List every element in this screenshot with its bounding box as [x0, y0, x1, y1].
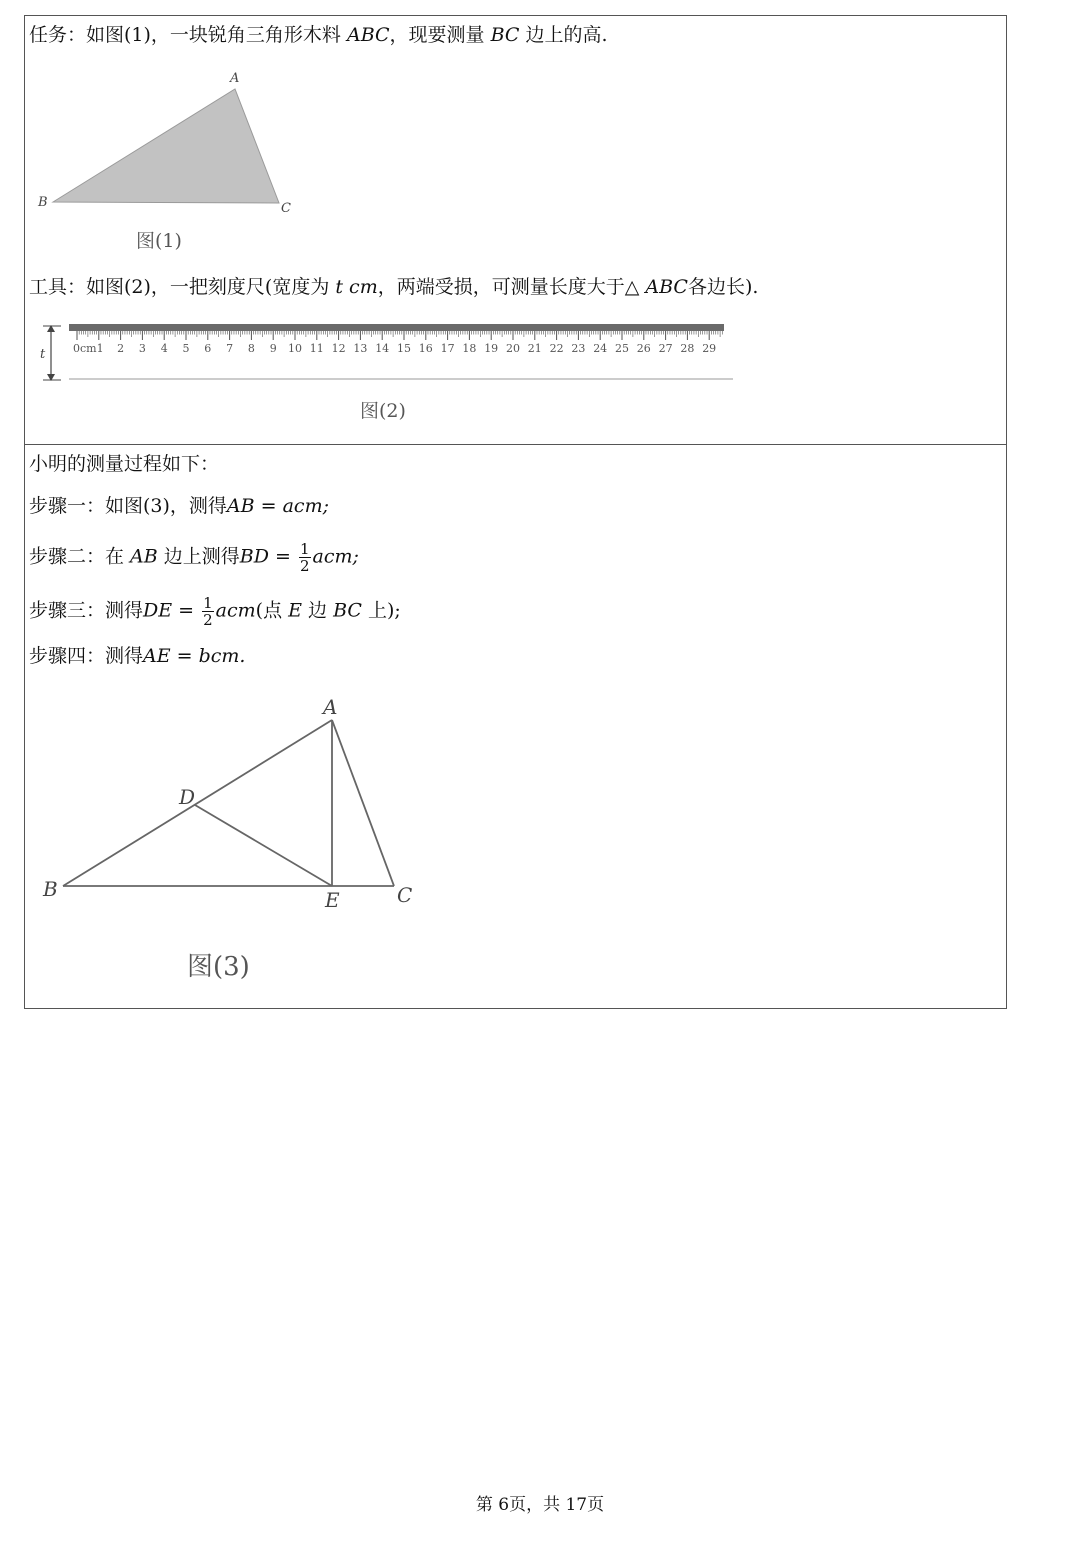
ruler-tick-label: 10: [288, 342, 302, 355]
step-3: 步骤三：测得DE = $\frac{1}{2}$ acm(点 E 边 BC 上);: [29, 594, 401, 629]
ruler-tick-label: 17: [440, 342, 455, 355]
figure-2-ruler: [25, 316, 745, 431]
segment-de: [195, 805, 332, 886]
step-2: 步骤二：在 AB 边上测得BD = $\frac{1}{2}$ acm;: [29, 540, 359, 575]
vertex-a-label: A: [230, 71, 240, 86]
ruler-tick-label: 11: [309, 342, 324, 355]
ruler-tick-label: 21: [527, 342, 542, 355]
ruler-tick-label: 29: [702, 342, 717, 355]
ruler-tick-label: 4: [160, 342, 168, 355]
ruler-tick-label: 20: [506, 342, 520, 355]
ruler-tick-marks: [77, 331, 722, 340]
fraction-half: $\frac{1}{2}$: [203, 594, 213, 629]
triangle-abc: [53, 89, 279, 203]
ruler-tick-label: 26: [636, 342, 651, 355]
figure-3: [25, 685, 445, 995]
ruler-tick-label: 8: [247, 342, 255, 355]
ruler-tick-labels: [117, 342, 716, 355]
ruler-tick-label: 24: [593, 342, 608, 355]
ruler-tick-label: 22: [549, 342, 564, 355]
ruler-tick-label: 7: [226, 342, 234, 355]
task-statement: 任务：如图(1)，一块锐角三角形木料 ABC，现要测量 BC 边上的高.: [29, 24, 608, 46]
ruler-tick-label: 28: [680, 342, 695, 355]
ruler-tick-label: 9: [269, 342, 277, 355]
segment-ac: [332, 720, 394, 886]
vertex-a-label: A: [323, 695, 338, 719]
ruler-tick-label: 14: [375, 342, 390, 355]
vertex-c-label: C: [397, 883, 413, 907]
vertex-b-label: B: [38, 195, 48, 210]
step-1: 步骤一：如图(3)，测得AB = acm;: [29, 495, 329, 517]
ruler-tick-label: 6: [204, 342, 212, 355]
ruler-tick-label: 13: [353, 342, 368, 355]
vertex-c-label: C: [281, 201, 291, 216]
process-box: [24, 444, 1007, 1009]
vertex-d-label: D: [179, 785, 196, 809]
ruler-tick-label: 3: [138, 342, 146, 355]
task-box: [24, 15, 1007, 445]
ruler-top-edge: [69, 324, 724, 331]
vertex-e-label: E: [325, 888, 340, 912]
ruler-zero-label: 0cm1: [73, 342, 104, 355]
figure-3-caption: 图(3): [187, 952, 250, 982]
ruler-tick-label: 16: [418, 342, 433, 355]
step-4: 步骤四：测得AE = bcm.: [29, 645, 246, 667]
ruler-tick-label: 23: [571, 342, 586, 355]
ruler-tick-label: 2: [117, 342, 125, 355]
vertex-b-label: B: [43, 877, 58, 901]
ruler-tick-label: 5: [182, 342, 190, 355]
ruler-width-label: t: [40, 347, 46, 362]
ruler-tick-label: 27: [658, 342, 673, 355]
page-footer: 第 6页，共 17页: [475, 1495, 605, 1515]
ruler-tick-label: 15: [397, 342, 411, 355]
fraction-half: $\frac{1}{2}$: [299, 540, 310, 575]
tool-statement: 工具：如图(2)，一把刻度尺(宽度为 t cm，两端受损，可测量长度大于△ ABC各边长).: [29, 276, 759, 298]
process-intro: 小明的测量过程如下：: [29, 453, 220, 475]
ruler-tick-label: 25: [615, 342, 629, 355]
ruler-tick-label: 18: [462, 342, 477, 355]
ruler-tick-label: 12: [331, 342, 346, 355]
ruler-tick-label: 19: [484, 342, 499, 355]
figure-1-caption: 图(1): [136, 230, 182, 252]
figure-2-caption: 图(2): [360, 400, 406, 422]
figure-1: [25, 16, 325, 256]
